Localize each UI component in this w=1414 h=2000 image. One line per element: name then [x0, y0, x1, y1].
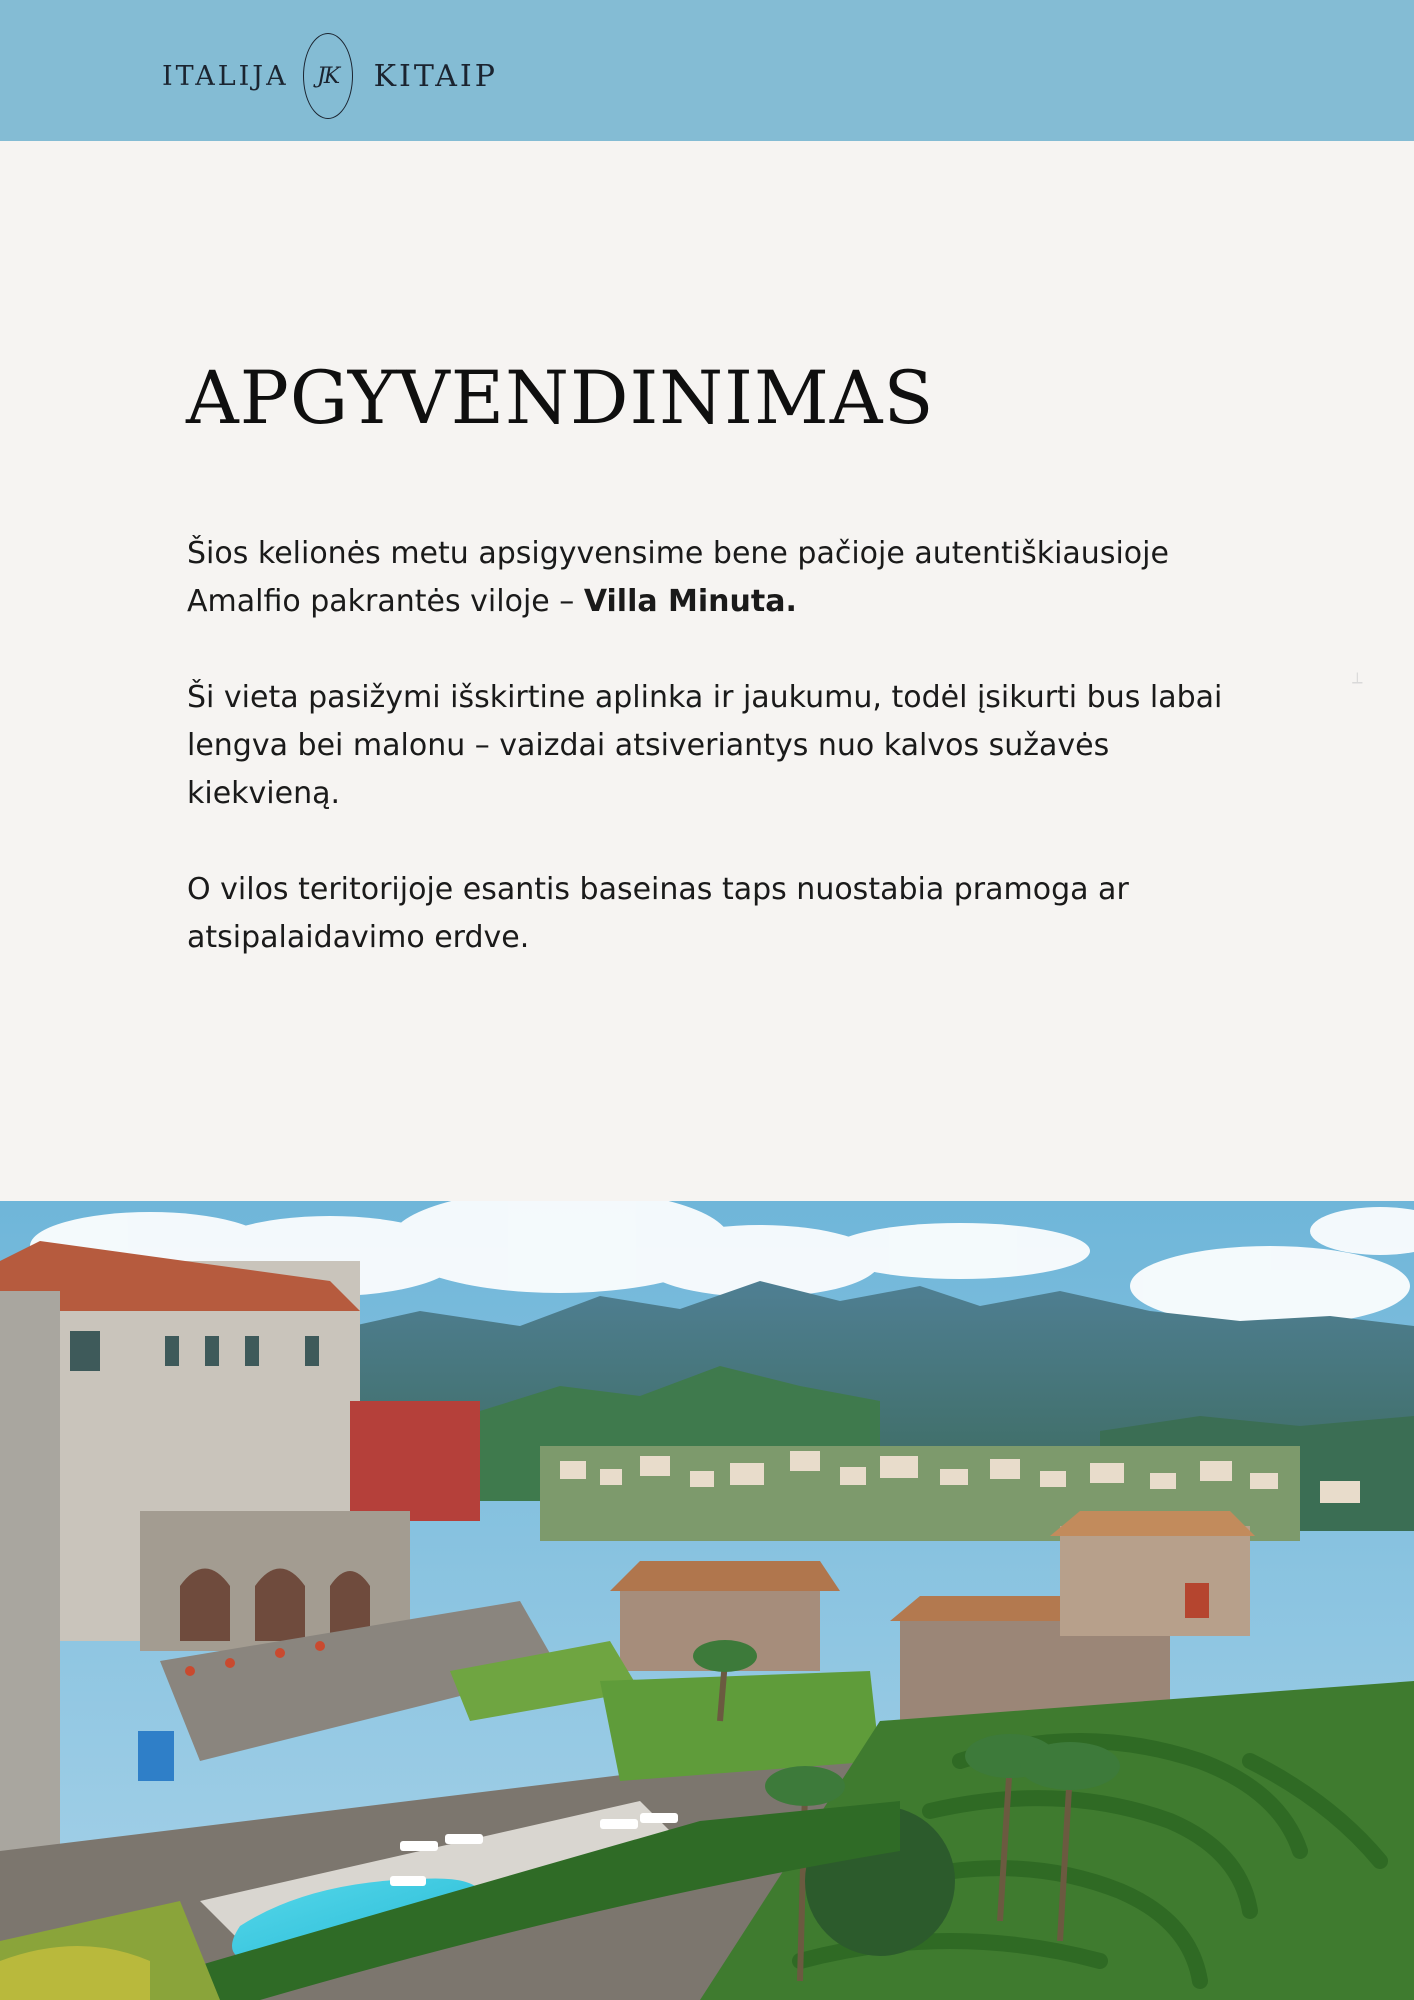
paragraph-1-text: Šios kelionės metu apsigyvensime bene pačioje autentiškiausioje Amalfio pakrantės viloje – — [187, 536, 1169, 619]
paragraph-1 — [187, 530, 1247, 626]
faint-decorative-mark-icon: ⟂ — [1352, 668, 1363, 687]
logo-monogram: JK — [303, 33, 353, 119]
section-content — [187, 530, 1247, 1010]
brand-logo[interactable] — [162, 32, 498, 120]
villa-landscape-photo — [0, 1201, 1414, 2000]
logo-text-left: ITALIJA — [162, 60, 289, 92]
section-title: APGYVENDINIMAS — [186, 356, 935, 441]
paragraph-3: O vilos teritorijoje esantis baseinas taps nuostabia pramoga ar atsipalaidavimo erdve. — [187, 872, 1129, 955]
paragraph-2: Ši vieta pasižymi išskirtine aplinka ir jaukumu, todėl įsikurti bus labai lengva bei malonu – vaizdai atsiveriantys nuo kalvos sužavės kiekvieną. — [187, 680, 1223, 811]
page-header — [0, 0, 1414, 141]
logo-text-right: KITAIP — [373, 58, 498, 94]
villa-name: Villa Minuta. — [583, 584, 797, 619]
